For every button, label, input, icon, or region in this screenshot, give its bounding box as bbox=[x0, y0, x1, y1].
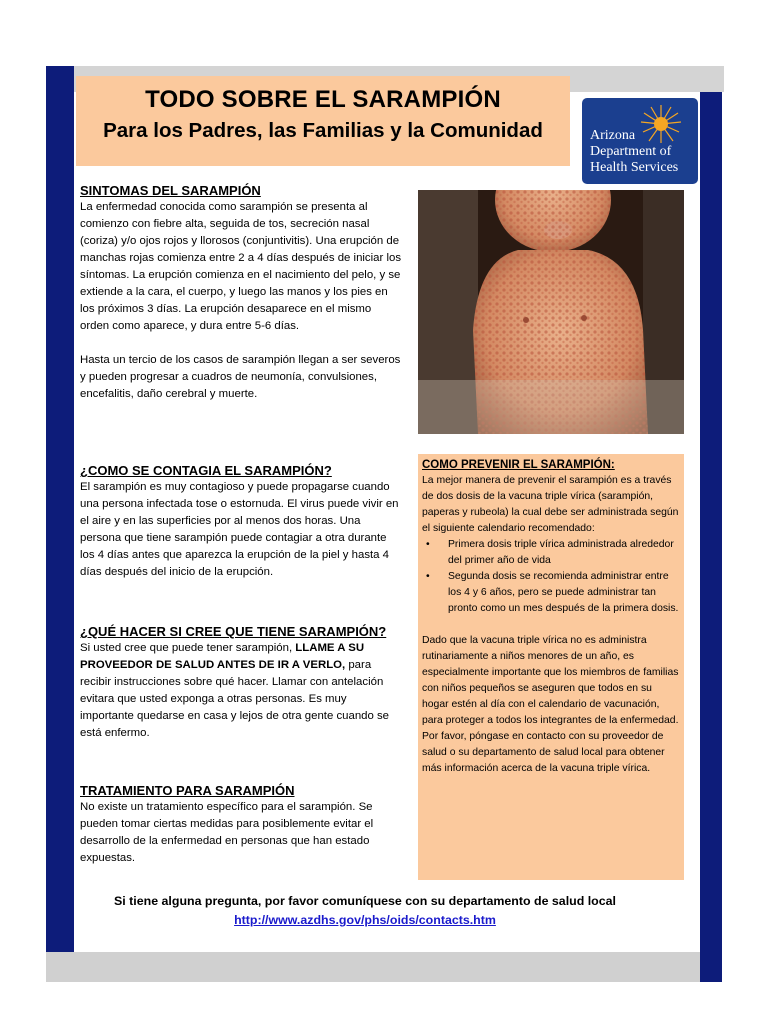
what-to-do-text-1: Si usted cree que puede tener sarampión, bbox=[80, 642, 296, 654]
footer bbox=[80, 892, 650, 930]
list-item-text: Primera dosis triple vírica administrada alrededor del primer año de vida bbox=[448, 539, 674, 566]
logo-text bbox=[590, 128, 678, 176]
logo-line-1: Arizona bbox=[590, 128, 636, 143]
treatment-paragraph: No existe un tratamiento específico para el sarampión. Se pueden tomar ciertas medidas para posiblemente evitar el desarrollo de la enfermedad en personas que han estado expuestas. bbox=[80, 801, 374, 864]
logo-line-3: Health Services bbox=[590, 160, 679, 175]
bullet-icon: • bbox=[426, 571, 430, 582]
symptoms-section bbox=[80, 182, 402, 403]
list-item bbox=[422, 569, 679, 617]
prevention-paragraph-2: Dado que la vacuna triple vírica no es administra rutinariamente a niños menores de un año, es especialmente importante que los miembros de familias con niños pequeños se aseguren que todos en su hogar estén al día con el calendario de vacunación, para proteger a todos los integrantes de la enfermedad. Por favor, póngase en contacto con su proveedor de salud o su departamento de salud local para obtener más información acerca de la vacuna triple vírica. bbox=[422, 635, 679, 774]
right-frame-bar bbox=[700, 92, 722, 982]
contagion-heading: ¿COMO SE CONTAGIA EL SARAMPIÓN? bbox=[80, 463, 332, 478]
symptoms-paragraph-1: La enfermedad conocida como sarampión se presenta al comienzo con fiebre alta, seguida de tos, secreción nasal (coriza) y/o ojos rojos y llorosos (conjuntivitis). Una erupción de manchas rojas comienza entre 2 a 4 días después de iniciar los síntomas. La erupción comienza en el nacimiento del pelo, y se extiende a la cara, el cuerpo, y luego las manos y los pies en los próximos 3 días. La erupción desaparece en el mismo orden como aparece, y dura entre 5-6 días. bbox=[80, 201, 402, 332]
page-title: TODO SOBRE EL SARAMPIÓN bbox=[145, 86, 501, 113]
child-with-rash-photo bbox=[418, 190, 684, 434]
bullet-icon: • bbox=[426, 539, 430, 550]
what-to-do-section bbox=[80, 623, 402, 742]
adhs-logo bbox=[582, 98, 698, 184]
contagion-section bbox=[80, 462, 402, 581]
treatment-heading: TRATAMIENTO PARA SARAMPIÓN bbox=[80, 783, 295, 798]
page-subtitle: Para los Padres, las Familias y la Comunidad bbox=[103, 119, 543, 142]
prevention-intro: La mejor manera de prevenir el sarampión es a través de dos dosis de la vacuna triple vírica (sarampión, paperas y rubeola) la cual debe ser administrada según el siguiente calendario recomendado: bbox=[422, 475, 679, 534]
prevention-heading: COMO PREVENIR EL SARAMPIÓN: bbox=[422, 459, 615, 471]
list-item bbox=[422, 537, 679, 569]
footer-question: Si tiene alguna pregunta, por favor comuníquese con su departamento de salud local bbox=[114, 894, 616, 908]
what-to-do-heading: ¿QUÉ HACER SI CREE QUE TIENE SARAMPIÓN? bbox=[80, 624, 387, 639]
what-to-do-bold-text: LLAME A SU PROVEEDOR DE SALUD ANTES DE IR A VERLO, bbox=[80, 642, 365, 671]
prevention-list bbox=[422, 537, 679, 617]
symptoms-paragraph-2: Hasta un tercio de los casos de sarampión llegan a ser severos y pueden progresar a cuadros de neumonía, convulsiones, encefalitis, daño cerebral y muerte. bbox=[80, 354, 401, 400]
contacts-link[interactable]: http://www.azdhs.gov/phs/oids/contacts.htm bbox=[234, 913, 496, 927]
logo-line-2: Department of bbox=[590, 144, 672, 159]
bottom-frame-bar bbox=[46, 952, 700, 982]
treatment-section bbox=[80, 782, 402, 867]
what-to-do-paragraph bbox=[80, 640, 402, 742]
prevention-box bbox=[418, 454, 684, 880]
list-item-text: Segunda dosis se recomienda administrar entre los 4 y 6 años, pero se puede administrar tan pronto como un mes después de la primera dosis. bbox=[448, 571, 679, 614]
contagion-paragraph: El sarampión es muy contagioso y puede propagarse cuando una persona infectada tose o estornuda. El virus puede vivir en el aire y en las superficies por al menos dos horas. Una persona que tiene sarampión puede contagiar a otra durante los 4 días antes que aparezca la erupción de la piel y hasta 4 días después del inicio de la erupción. bbox=[80, 481, 399, 578]
symptoms-heading: SINTOMAS DEL SARAMPIÓN bbox=[80, 183, 261, 198]
header-banner bbox=[76, 76, 570, 166]
left-frame-bar bbox=[46, 66, 74, 982]
what-to-do-text-2: para recibir instrucciones sobre qué hacer. Llamar con antelación evitara que usted exponga a otras personas. Es muy importante quedarse en casa y lejos de otra gente cuando se está enfermo. bbox=[80, 659, 390, 739]
